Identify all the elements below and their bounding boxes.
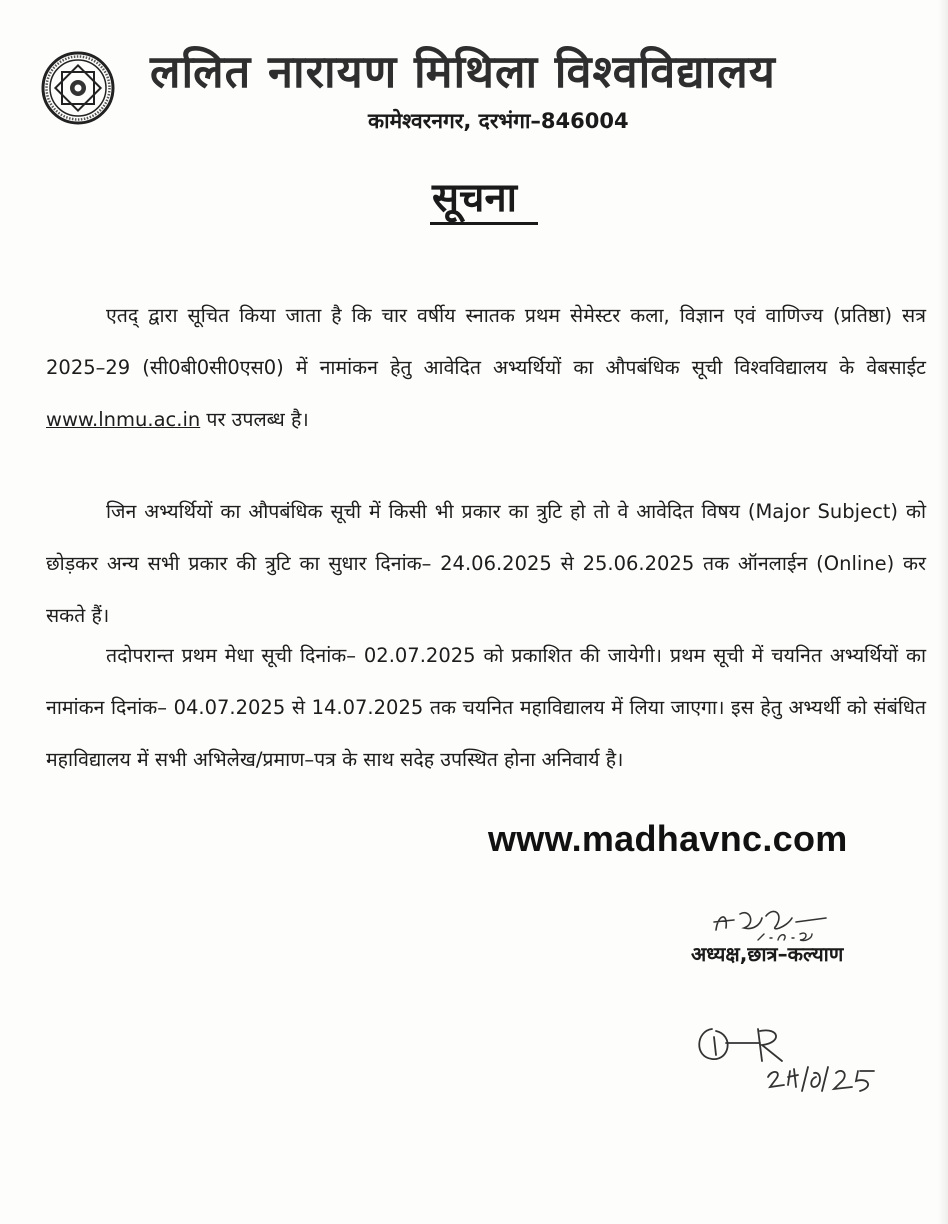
- paragraph-1-text-before-link: एतद् द्वारा सूचित किया जाता है कि चार वर्षीय स्नातक प्रथम सेमेस्टर कला, विज्ञान एवं वाणिज्य (प्रतिष्ठा) सत्र 2025–29 (सी0बी0सी0एस0) में नामांकन हेतु आवेदित अभ्यर्थियों का औपबंधिक सूची विश्वविद्यालय के वेबसाईट: [46, 304, 926, 379]
- university-seal-icon: [40, 50, 116, 126]
- notice-paragraph-1: [46, 290, 926, 446]
- notice-title-underline: [430, 222, 538, 225]
- website-link[interactable]: www.lnmu.ac.in: [46, 408, 201, 431]
- notice-title: सूचना: [432, 174, 517, 221]
- notice-paragraph-2: जिन अभ्यर्थियों का औपबंधिक सूची में किसी भी प्रकार का त्रुटि हो तो वे आवेदित विषय (Major Subject) को छोड़कर अन्य सभी प्रकार की त्रुटि का सुधार दिनांक– 24.06.2025 से 25.06.2025 तक ऑनलाईन (Online) कर सकते हैं।: [46, 500, 926, 627]
- handwritten-initials: [690, 1015, 900, 1095]
- paragraph-1-text-after-link: पर उपलब्ध है।: [200, 408, 309, 431]
- signatory-designation: अध्यक्ष,छात्र–कल्याण: [691, 942, 844, 966]
- notice-paragraph-3: तदोपरान्त प्रथम मेधा सूची दिनांक– 02.07.2025 को प्रकाशित की जायेगी। प्रथम सूची में चयनित अभ्यर्थियों का नामांकन दिनांक– 04.07.2025 से 14.07.2025 तक चयनित महाविद्यालय में लिया जाएगा। इस हेतु अभ्यर्थी को संबंधित महाविद्यालय में सभी अभिलेख/प्रमाण–पत्र के साथ सदेह उपस्थित होना अनिवार्य है।: [46, 644, 926, 771]
- page-edge-shadow: [938, 0, 948, 1224]
- watermark-text: www.madhavnc.com: [488, 818, 848, 859]
- university-name: ललित नारायण मिथिला विश्वविद्यालय: [150, 45, 776, 98]
- university-address: कामेश्वरनगर, दरभंगा–846004: [368, 109, 629, 133]
